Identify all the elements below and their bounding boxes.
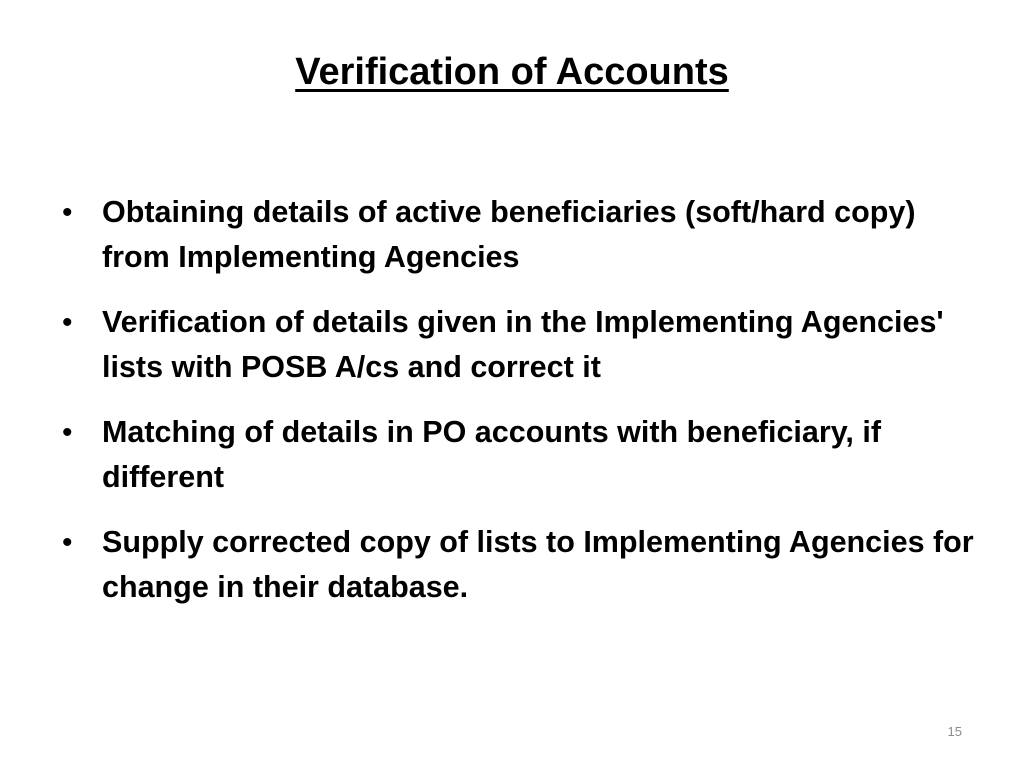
bullet-list <box>60 190 980 630</box>
bullet-item <box>60 300 980 390</box>
bullet-icon: • <box>62 526 73 559</box>
bullet-text: Supply corrected copy of lists to Implementing Agencies for change in their database. <box>102 525 974 604</box>
slide-number: 15 <box>947 724 962 739</box>
slide-title-text: Verification of Accounts <box>295 51 729 93</box>
bullet-icon: • <box>62 306 73 339</box>
bullet-text: Matching of details in PO accounts with beneficiary, if different <box>102 415 882 494</box>
bullet-item <box>60 520 980 610</box>
bullet-text: Verification of details given in the Implementing Agencies' lists with POSB A/cs and correct it <box>102 305 944 384</box>
bullet-text: Obtaining details of active beneficiaries (soft/hard copy) from Implementing Agencies <box>102 195 916 274</box>
bullet-icon: • <box>62 416 73 449</box>
bullet-icon: • <box>62 196 73 229</box>
slide-title <box>0 44 1024 100</box>
bullet-item <box>60 410 980 500</box>
bullet-item <box>60 190 980 280</box>
